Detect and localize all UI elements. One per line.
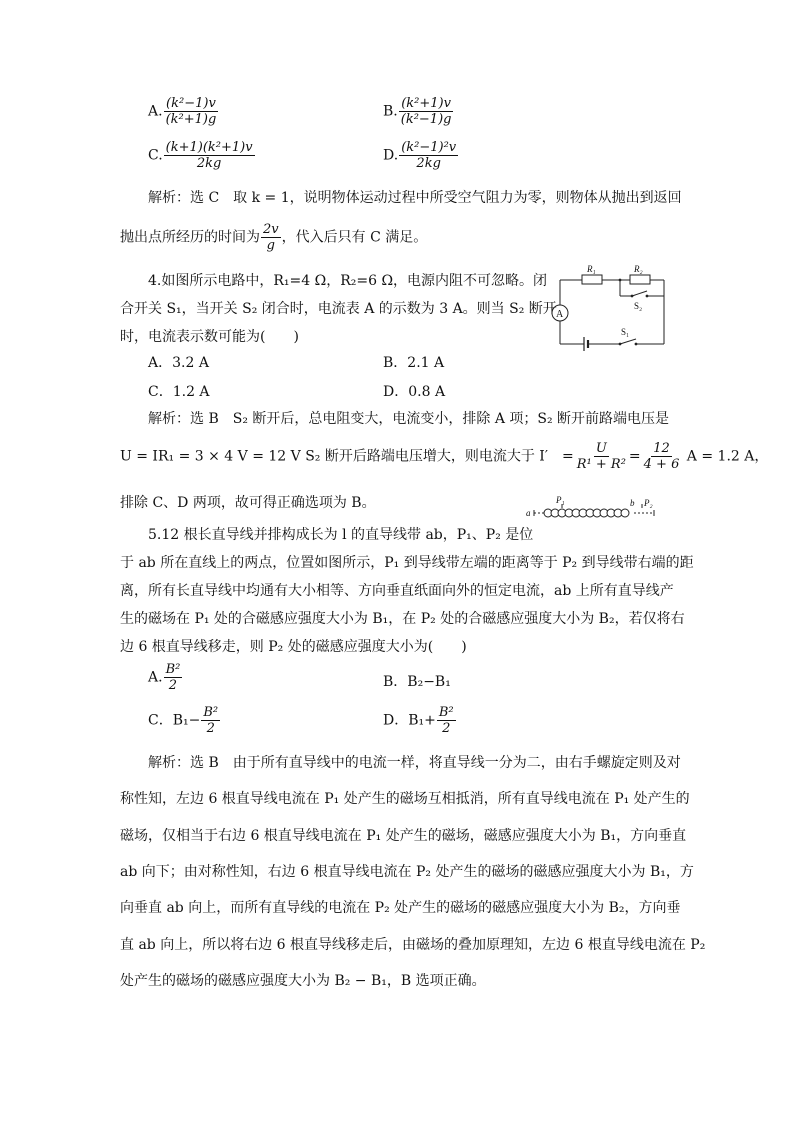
option-label: C. <box>148 147 163 164</box>
denominator: 2 <box>206 721 215 736</box>
q5-solution-line1: 解析：选 B 由于所有直导线中的电流一样，将直导线一分为二，由右手螺旋定则及对 <box>148 755 681 771</box>
q3-option-c <box>148 140 256 171</box>
q4-solution-line2 <box>120 441 768 472</box>
numerator: (k²+1)v <box>401 96 451 111</box>
numerator: B² <box>165 662 181 677</box>
numerator: 2v <box>263 222 279 237</box>
q4-solution-line1: 解析：选 B S₂ 断开后，总电阻变大，电流变小，排除 A 项；S₂ 断开前路端电压是 <box>148 411 670 427</box>
wire-strip-diagram <box>526 496 666 524</box>
denominator: 4 + 6 <box>643 457 680 472</box>
q5-option-c <box>148 705 221 736</box>
q4-solution-fraction-2 <box>642 441 682 472</box>
q3-option-d-fraction <box>399 140 458 171</box>
q3-option-b-fraction <box>399 96 454 127</box>
label-p1: P₁ <box>556 496 565 505</box>
denominator: g <box>266 238 275 253</box>
q4-solution-fraction-1 <box>575 441 628 472</box>
q4-option-b: B．2.1 A <box>383 355 445 371</box>
denominator: (k²+1)g <box>165 112 217 127</box>
switch-s2 <box>632 291 647 296</box>
option-label: A. <box>148 103 163 120</box>
q5-solution-line7: 处产生的磁场的磁感应强度大小为 B₂ − B₁，B 选项正确。 <box>120 973 486 989</box>
q4-solution-line3: 排除 C、D 两项，故可得正确选项为 B。 <box>120 495 376 511</box>
q3-option-a <box>148 96 219 127</box>
numerator: (k²−1)²v <box>401 140 457 155</box>
q4-stem-line3: 时，电流表示数可能为( ) <box>120 329 299 345</box>
label-p2: P₂ <box>644 498 653 508</box>
denominator: 2 <box>168 678 178 693</box>
option-label: C．B₁− <box>148 712 201 729</box>
q5-option-d-fraction <box>437 705 456 736</box>
q4-stem-line2: 合开关 S₁，当开关 S₂ 闭合时，电流表 A 的示数为 3 A。则当 S₂ 断开 <box>120 301 557 317</box>
q4-option-c: C．1.2 A <box>148 384 210 400</box>
label-s1: S₁ <box>621 327 630 337</box>
circuit-diagram <box>548 262 672 354</box>
q5-option-a <box>148 662 183 693</box>
label-a: a <box>526 508 531 518</box>
resistor-r1 <box>582 275 602 284</box>
denominator: (k²−1)g <box>400 112 452 127</box>
q5-stem-line1: 5.12 根长直导线并排构成长为 l 的直导线带 ab，P₁、P₂ 是位 <box>148 527 534 543</box>
q5-option-a-fraction <box>164 662 183 693</box>
numerator: U <box>595 441 607 456</box>
denominator: 2kg <box>196 156 222 171</box>
label-r1: R₁ <box>587 264 596 274</box>
q5-stem-line3: 离，所有长直导线中均通有大小相等、方向垂直纸面向外的恒定电流，ab 上所有直导线产 <box>120 583 674 599</box>
q5-solution-line3: 磁场，仅相当于右边 6 根直导线电流在 P₁ 处产生的磁场，磁感应强度大小为 B₁，方向垂直 <box>120 828 687 844</box>
q5-option-b: B．B₂−B₁ <box>383 674 451 690</box>
q3-option-d <box>383 140 459 171</box>
solution-text: A = 1.2 A， <box>682 448 769 465</box>
q5-solution-line2: 称性知，左边 6 根直导线电流在 P₁ 处产生的磁场互相抵消，所有直导线电流在 P₁ 处产生的 <box>120 791 690 807</box>
q3-option-c-fraction <box>164 140 255 171</box>
q3-solution-line1: 解析：选 C 取 k = 1，说明物体运动过程中所受空气阻力为零，则物体从抛出到返回 <box>148 190 682 206</box>
q5-option-c-fraction <box>201 705 220 736</box>
q5-stem-line5: 边 6 根直导线移走，则 P₂ 处的磁感应强度大小为( ) <box>120 639 467 655</box>
q3-option-b <box>383 96 454 127</box>
q3-solution-line2 <box>120 222 427 253</box>
numerator: 12 <box>653 441 670 456</box>
resistor-r2 <box>630 275 650 284</box>
label-ammeter: A <box>556 309 564 320</box>
denominator: R¹ + R² <box>576 457 626 472</box>
numerator: (k²−1)v <box>166 96 216 111</box>
q5-option-d <box>383 705 457 736</box>
option-label: B. <box>383 103 398 120</box>
q3-option-a-fraction <box>164 96 219 127</box>
q4-option-a: A．3.2 A <box>148 355 209 371</box>
solution-text: ，代入后只有 C 满足。 <box>281 229 428 246</box>
option-label: D．B₁+ <box>383 712 436 729</box>
wire-strip <box>544 509 629 517</box>
label-b: b <box>630 498 635 508</box>
q5-solution-line4: ab 向下；由对称性知，右边 6 根直导线电流在 P₂ 处产生的磁场的磁感应强度大小为 B₁，方 <box>120 864 694 880</box>
q5-stem-line4: 生的磁场在 P₁ 处的合磁感应强度大小为 B₁，在 P₂ 处的合磁感应强度大小为 B₂，若仅将右 <box>120 611 685 627</box>
solution-text: 抛出点所经历的时间为 <box>120 229 260 246</box>
solution-text: U = IR₁ = 3 × 4 V = 12 V S₂ 断开后路端电压增大，则电流大于 I′ = <box>120 448 574 465</box>
equals-sign: = <box>628 448 641 465</box>
q3-solution-fraction <box>261 222 281 253</box>
denominator: 2 <box>442 721 451 736</box>
q5-stem-line2: 于 ab 所在直线上的两点，位置如图所示，P₁ 到导线带左端的距离等于 P₂ 到导线带右端的距 <box>120 555 694 571</box>
option-label: A. <box>148 669 163 686</box>
label-s2: S₂ <box>634 301 643 311</box>
denominator: 2kg <box>416 156 441 171</box>
q4-option-d: D．0.8 A <box>383 384 446 400</box>
numerator: (k+1)(k²+1)v <box>165 140 253 155</box>
numerator: B² <box>438 705 454 720</box>
q4-stem-line1: 4.如图所示电路中，R₁=4 Ω，R₂=6 Ω，电源内阻不可忽略。闭 <box>148 273 548 289</box>
q5-solution-line5: 向垂直 ab 向上，而所有直导线的电流在 P₂ 处产生的磁场的磁感应强度大小为 B₂，方向垂 <box>120 900 681 916</box>
option-label: D. <box>383 147 399 164</box>
switch-s1 <box>620 339 636 344</box>
numerator: B² <box>203 705 219 720</box>
q5-solution-line6: 直 ab 向上，所以将右边 6 根直导线移走后，由磁场的叠加原理知，左边 6 根直导线电流在 P₂ <box>120 937 706 953</box>
label-r2: R₂ <box>634 264 643 274</box>
